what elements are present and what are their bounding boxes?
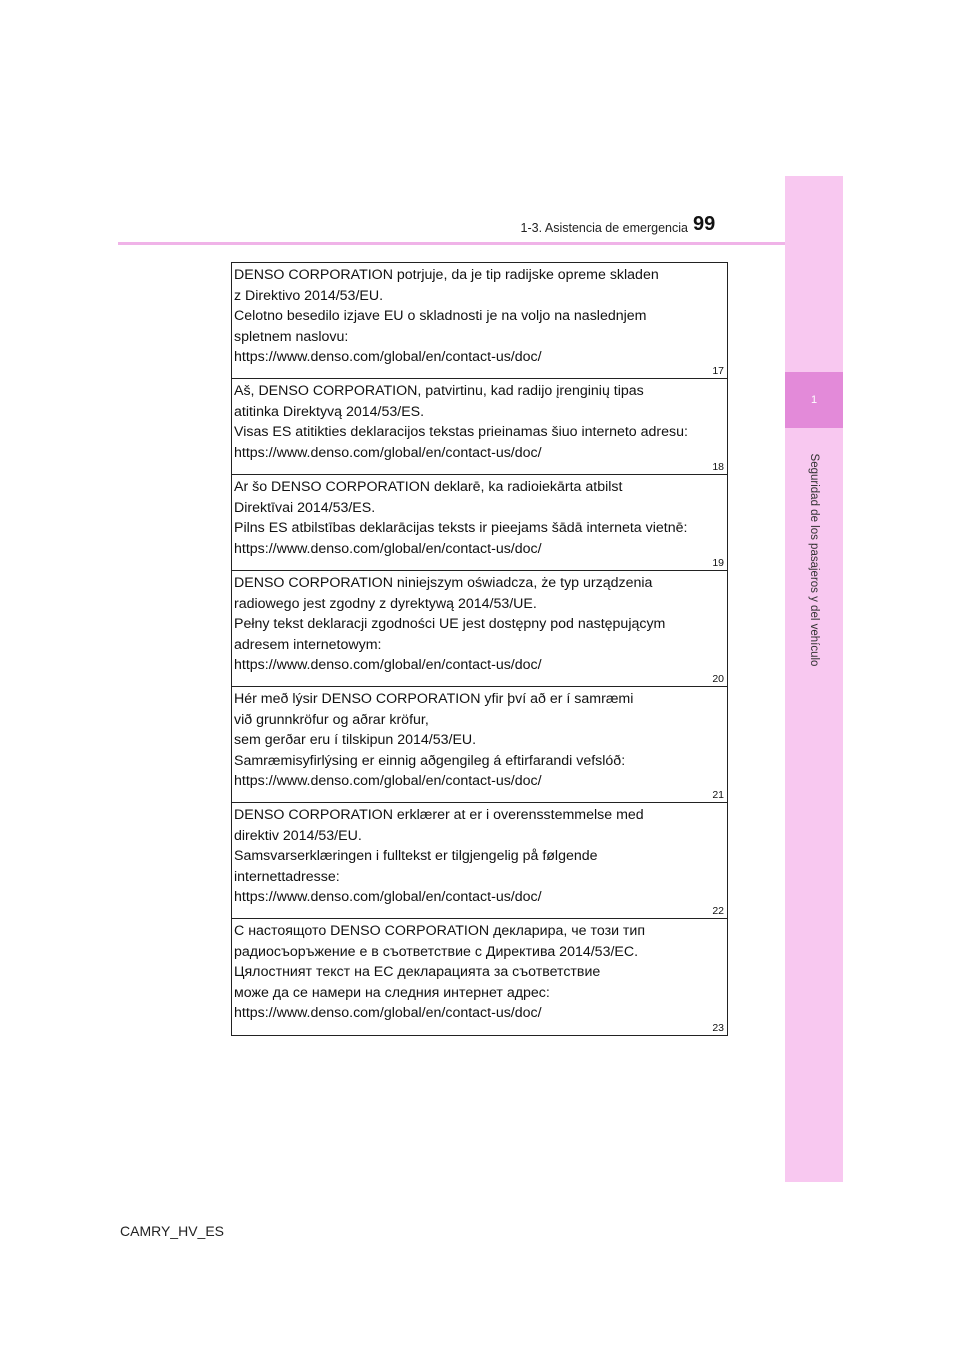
declaration-line: Visas ES atitikties deklaracijos tekstas prieinamas šiuo interneto adresu:	[234, 424, 688, 440]
declaration-line: Samsvarserklæringen i fulltekst er tilgjengelig på følgende	[234, 848, 598, 864]
declaration-18	[232, 379, 727, 475]
declaration-line: С настоящото DENSO CORPORATION декларира, че този тип	[234, 923, 646, 939]
declaration-line: Pilns ES atbilstības deklarācijas teksts ir pieejams šādā interneta vietnē:	[234, 520, 688, 536]
declaration-line: Hér með lýsir DENSO CORPORATION yfir því að er í samræmi	[234, 691, 634, 707]
declaration-line: internettadresse:	[234, 868, 340, 885]
declarations-table	[231, 262, 728, 1036]
declaration-line: atitinka Direktyvą 2014/53/ES.	[234, 403, 425, 420]
declaration-line: Aš, DENSO CORPORATION, patvirtinu, kad radijo įrenginių tipas	[234, 383, 644, 399]
declaration-line: https://www.denso.com/global/en/contact-us/doc/	[234, 444, 542, 461]
declaration-line: DENSO CORPORATION erklærer at er i overensstemmelse med	[234, 807, 644, 823]
declaration-line: може да се намери на следния интернет адрес:	[234, 984, 550, 1001]
declaration-number: 22	[712, 905, 724, 917]
declaration-line: https://www.denso.com/global/en/contact-us/doc/	[234, 889, 542, 905]
declaration-line: direktiv 2014/53/EU.	[234, 827, 362, 844]
section-title: 1-3. Asistencia de emergencia	[520, 221, 688, 235]
declaration-line: adresem internetowym:	[234, 636, 382, 653]
declaration-line: https://www.denso.com/global/en/contact-us/doc/	[234, 540, 542, 557]
declaration-line: Direktīvai 2014/53/ES.	[234, 499, 376, 516]
declaration-line: Celotno besedilo izjave EU o skladnosti je na voljo na naslednjem	[234, 308, 647, 324]
declaration-23	[232, 919, 727, 1035]
declaration-line: spletnem naslovu:	[234, 328, 349, 345]
footer-model-code: CAMRY_HV_ES	[120, 1223, 225, 1239]
declaration-number: 21	[712, 789, 724, 801]
declaration-22	[232, 803, 727, 919]
declaration-number: 17	[712, 365, 724, 377]
declaration-line: радиосъоръжение е в съответствие с Директива 2014/53/ЕС.	[234, 943, 639, 960]
declaration-line: Цялостният текст на ЕС декларацията за съответствие	[234, 964, 601, 980]
declaration-line: DENSO CORPORATION potrjuje, da je tip radijske opreme skladen	[234, 267, 659, 283]
declaration-number: 20	[712, 673, 724, 685]
declaration-line: DENSO CORPORATION niniejszym oświadcza, że typ urządzenia	[234, 575, 653, 591]
declaration-line: sem gerðar eru í tilskipun 2014/53/EU.	[234, 732, 477, 748]
chapter-label: Seguridad de los pasajeros y del vehículo	[808, 453, 820, 667]
declaration-line: Pełny tekst deklaracji zgodności UE jest dostępny pod następującym	[234, 616, 666, 632]
declaration-number: 23	[712, 1022, 724, 1034]
declaration-line: https://www.denso.com/global/en/contact-us/doc/	[234, 349, 542, 365]
declaration-19	[232, 475, 727, 571]
declaration-line: https://www.denso.com/global/en/contact-us/doc/	[234, 773, 542, 789]
chapter-number: 1	[810, 394, 818, 406]
declaration-line: við grunnkröfur og aðrar kröfur,	[234, 711, 429, 728]
declaration-line: Samræmisyfirlýsing er einnig aðgengileg á eftirfarandi vefslóð:	[234, 752, 626, 769]
declaration-number: 18	[712, 461, 724, 473]
page-number: 99	[693, 213, 716, 235]
declaration-line: https://www.denso.com/global/en/contact-us/doc/	[234, 1005, 542, 1021]
declaration-line: radiowego jest zgodny z dyrektywą 2014/53/UE.	[234, 595, 537, 612]
declaration-number: 19	[712, 557, 724, 569]
declaration-20	[232, 571, 727, 687]
declaration-21	[232, 687, 727, 803]
header-rule	[118, 242, 785, 245]
declaration-line: https://www.denso.com/global/en/contact-us/doc/	[234, 657, 542, 673]
declaration-line: z Direktivo 2014/53/EU.	[234, 287, 384, 304]
declaration-line: Ar šo DENSO CORPORATION deklarē, ka radioiekārta atbilst	[234, 479, 623, 495]
declaration-17	[232, 263, 727, 379]
